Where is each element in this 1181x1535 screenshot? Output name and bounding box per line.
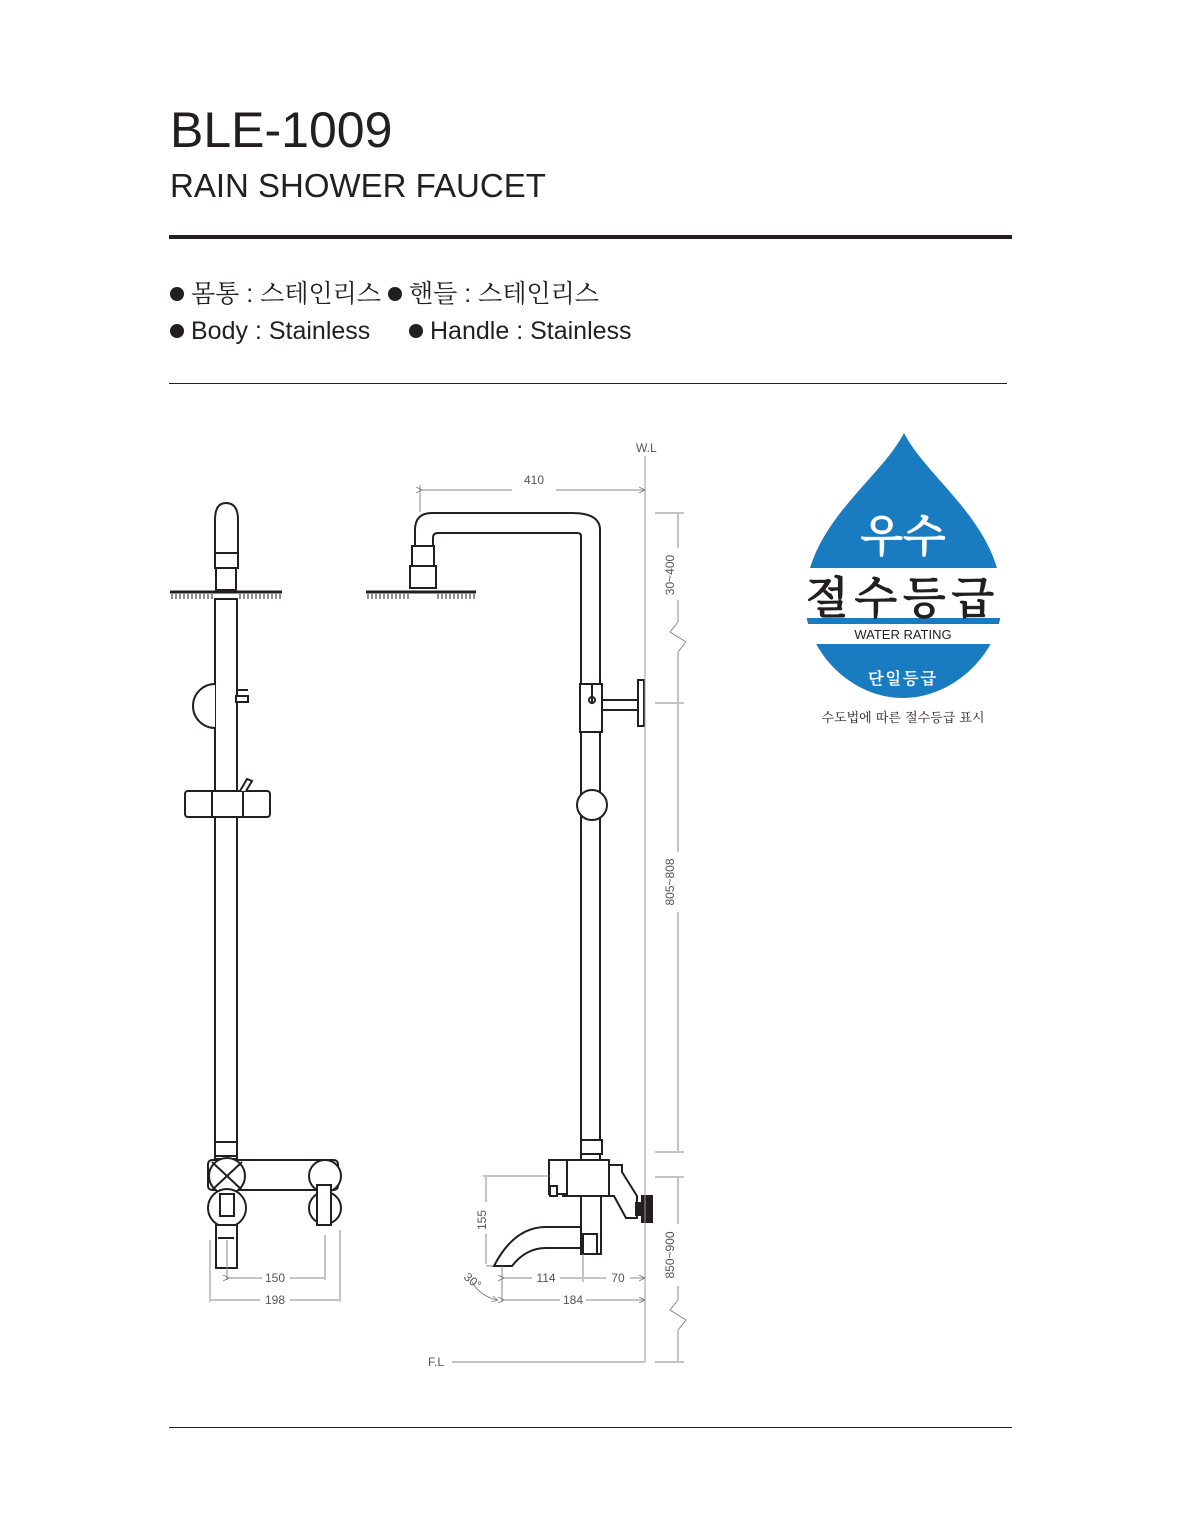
front-head-connector — [215, 553, 238, 568]
front-slide-bracket — [185, 791, 270, 817]
model-number: BLE-1009 — [170, 102, 393, 158]
spec-body-en: Body : Stainless — [170, 316, 370, 346]
dim-spout-angle: 30° — [461, 1269, 485, 1293]
side-view — [366, 513, 652, 1266]
side-riser-arm — [415, 513, 600, 1160]
spec-handle-ko: 핸들 : 스테인리스 — [388, 279, 599, 309]
badge-rank: 단일등급 — [868, 669, 938, 688]
side-mixer-body — [563, 1160, 609, 1196]
dim-spout-reach: 114 — [536, 1271, 556, 1285]
spec-body-ko: 몸통 : 스테인리스 — [170, 279, 381, 309]
floor-line-label: F.L — [428, 1355, 445, 1369]
front-view — [170, 503, 341, 1268]
dim-spout-height: 155 — [475, 1209, 489, 1231]
dim-mount-height: 850~900 — [663, 1231, 677, 1279]
dim-riser-height: 805~808 — [663, 858, 677, 906]
spec-handle-en: Handle : Stainless — [409, 316, 632, 346]
dim-valve-depth: 70 — [611, 1271, 625, 1285]
water-drop-icon — [805, 433, 1002, 698]
wall-line-label: W.L — [636, 441, 657, 455]
dim-plate-width: 198 — [264, 1293, 286, 1307]
water-rating-badge — [796, 433, 1010, 726]
dim-arm-reach: 410 — [523, 473, 545, 487]
side-slide-holder — [577, 790, 607, 820]
front-top-pipe — [215, 503, 238, 553]
product-name: RAIN SHOWER FAUCET — [170, 167, 546, 204]
dim-head-drop: 30~400 — [663, 554, 677, 596]
dim-inlet-centers: 150 — [264, 1271, 286, 1285]
side-spout — [494, 1227, 581, 1266]
badge-caption: 수도법에 따른 절수등급 표시 — [821, 711, 985, 726]
front-riser-pipe — [215, 599, 237, 1159]
badge-grade: 우수 — [860, 511, 946, 562]
dim-total-depth: 184 — [562, 1293, 584, 1307]
badge-subtitle: WATER RATING — [854, 627, 952, 642]
side-handle — [609, 1165, 637, 1218]
badge-title: 절수등급 — [805, 573, 1001, 624]
